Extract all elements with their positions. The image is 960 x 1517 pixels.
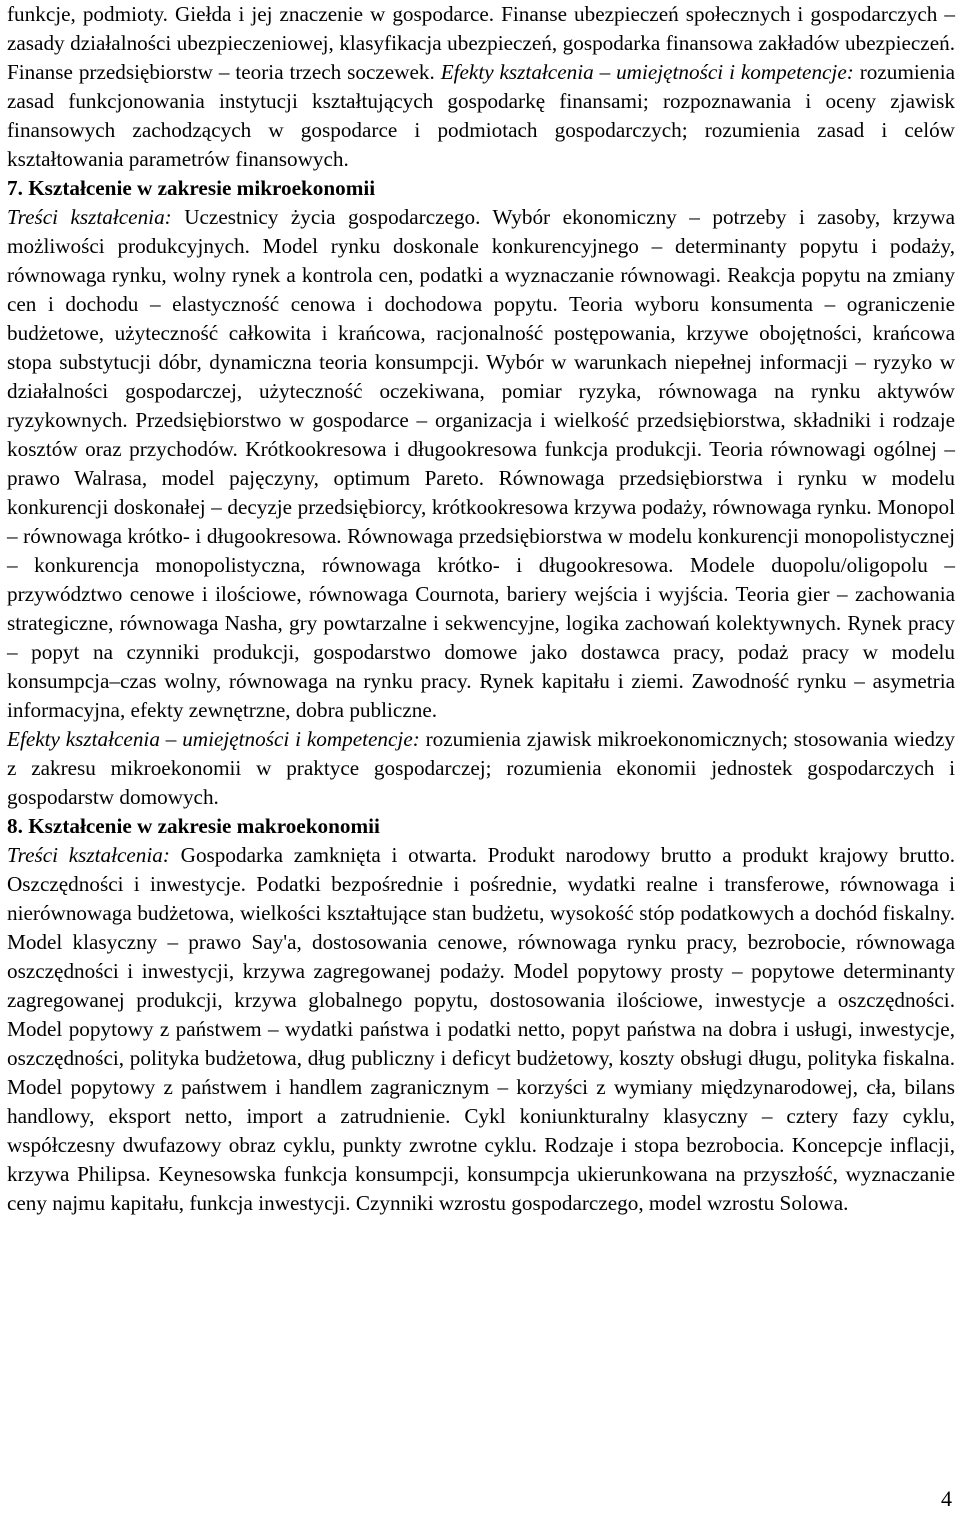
section-6-effects-text: rozumienia zasad funkcjonowania instytucji kształtujących gospodarkę finansami; rozpoznawania i oceny zjawisk finansowych zachodzących w gospodarce i podmiotach gospodarczych; rozumienia zasad i celów kształtowania parametrów finansowych. (7, 60, 956, 171)
section-8-content-label: Treści kształcenia: (7, 843, 170, 867)
section-6-effects-label: Efekty kształcenia – umiejętności i kompetencje: (440, 60, 854, 84)
section-7-effects-label: Efekty kształcenia – umiejętności i kompetencje: (7, 727, 420, 751)
section-8-content (7, 841, 955, 1218)
document-page (7, 0, 955, 1218)
section-7-content (7, 203, 955, 725)
section-8-heading: 8. Kształcenie w zakresie makroekonomii (7, 814, 380, 838)
page-number: 4 (941, 1486, 952, 1511)
section-6-continuation (7, 0, 955, 174)
section-8-content-text: Gospodarka zamknięta i otwarta. Produkt narodowy brutto a produkt krajowy brutto. Oszczędności i inwestycje. Podatki bezpośrednie i pośrednie, wydatki realne i transferowe, równowaga i nierównowaga budżetowa, wielkości kształtujące stan budżetu, wysokość stóp podatkowych a dochód fiskalny. Model klasyczny – prawo Say'a, dostosowania cenowe, równowaga rynku pracy, bezrobocie, równowaga oszczędności i inwestycji, krzywa zagregowanej podaży. Model popytowy prosty – popytowe determinanty zagregowanej produkcji, krzywa globalnego popytu, dostosowania ilościowe, inwestycje a oszczędności. Model popytowy z państwem – wydatki państwa i podatki netto, popyt państwa na dobra i usługi, inwestycje, oszczędności, polityka budżetowa, dług publiczny i deficyt budżetowy, koszty obsługi długu, polityka fiskalna. Model popytowy z państwem i handlem zagranicznym – korzyści z wymiany międzynarodowej, cła, bilans handlowy, eksport netto, import a zatrudnienie. Cykl koniunkturalny klasyczny – cztery fazy cyklu, współczesny dwufazowy obraz cyklu, punkty zwrotne cyklu. Rodzaje i stopa bezrobocia. Koncepcje inflacji, krzywa Philipsa. Keynesowska funkcja konsumpcji, konsumpcja ukierunkowana na przyszłość, wyznaczanie ceny najmu kapitału, funkcja inwestycji. Czynniki wzrostu gospodarczego, model wzrostu Solowa. (7, 843, 955, 1215)
section-6-content-text: funkcje, podmioty. Giełda i jej znaczenie w gospodarce. Finanse ubezpieczeń społecznych i gospodarczych – zasady działalności ubezpieczeniowej, klasyfikacja ubezpieczeń, gospodarka finansowa zakładów ubezpieczeń. Finanse przedsiębiorstw – teoria trzech soczewek. (7, 2, 955, 84)
section-7-effects (7, 725, 955, 812)
section-7-content-label: Treści kształcenia: (7, 205, 172, 229)
section-7-content-text: Uczestnicy życia gospodarczego. Wybór ekonomiczny – potrzeby i zasoby, krzywa możliwości produkcyjnych. Model rynku doskonale konkurencyjnego – determinanty popytu i podaży, równowaga rynku, wolny rynek a kontrola cen, podatki a wyznaczanie równowagi. Reakcja popytu na zmiany cen i dochodu – elastyczność cenowa i dochodowa popytu. Teoria wyboru konsumenta – ograniczenie budżetowe, użyteczność całkowita i krańcowa, racjonalność postępowania, krzywe obojętności, krańcowa stopa substytucji dóbr, dynamiczna teoria konsumpcji. Wybór w warunkach niepełnej informacji – ryzyko w działalności gospodarczej, użyteczność oczekiwana, pomiar ryzyka, równowaga na rynku aktywów ryzykownych. Przedsiębiorstwo w gospodarce – organizacja i wielkość przedsiębiorstwa, składniki i rodzaje kosztów oraz przychodów. Krótkookresowa i długookresowa funkcja produkcji. Teoria równowagi ogólnej – prawo Walrasa, model pajęczyny, optimum Pareto. Równowaga przedsiębiorstwa i rynku w modelu konkurencji doskonałej – decyzje przedsiębiorcy, krótkookresowa krzywa podaży, równowaga rynku. Monopol – równowaga krótko- i długookresowa. Równowaga przedsiębiorstwa w modelu konkurencji monopolistycznej – konkurencja monopolistyczna, równowaga krótko- i długookresowa. Modele duopolu/oligopolu – przywództwo cenowe i ilościowe, równowaga Cournota, bariery wejścia i wyjścia. Teoria gier – zachowania strategiczne, równowaga Nasha, gry powtarzalne i sekwencyjne, logika zachowań kolektywnych. Rynek pracy – popyt na czynniki produkcji, gospodarstwo domowe jako dostawca pracy, podaż pracy w modelu konsumpcja–czas wolny, równowaga na rynku pracy. Rynek kapitału i ziemi. Zawodność rynku – asymetria informacyjna, efekty zewnętrzne, dobra publiczne. (7, 205, 955, 722)
section-7-effects-text: rozumienia zjawisk mikroekonomicznych; stosowania wiedzy z zakresu mikroekonomii w praktyce gospodarczej; rozumienia ekonomii jednostek gospodarczych i gospodarstw domowych. (7, 727, 955, 809)
section-7-heading: 7. Kształcenie w zakresie mikroekonomii (7, 176, 376, 200)
